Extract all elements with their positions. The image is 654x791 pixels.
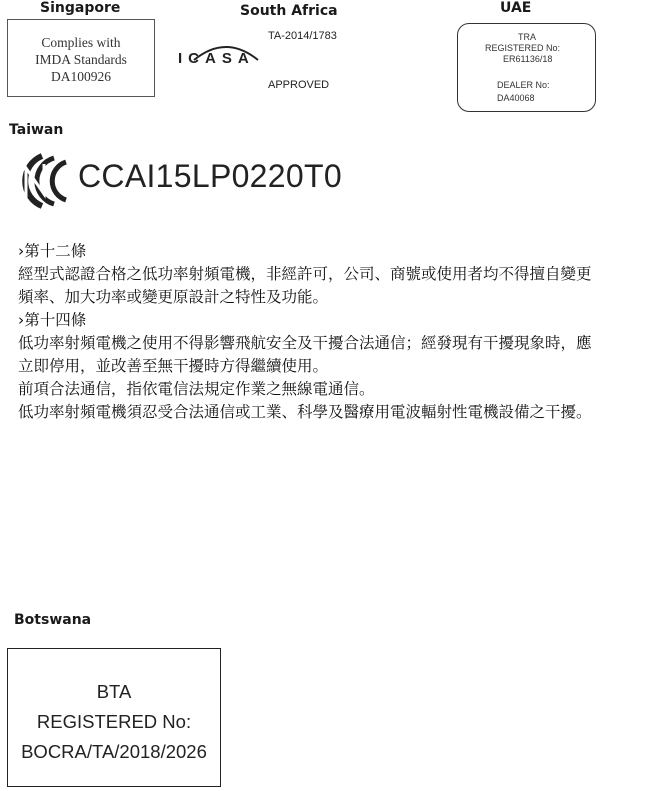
taiwan-line-5: 低功率射頻電機之使用不得影響飛航安全及干擾合法通信；經發現有干擾現象時，應	[18, 334, 592, 352]
botswana-line-3: BOCRA/TA/2018/2026	[21, 741, 207, 762]
uae-line-3: ER61136/18	[503, 54, 553, 64]
taiwan-ncc-code: CCAI15LP0220T0	[78, 158, 342, 194]
taiwan-line-7: 前項合法通信，指依電信法規定作業之無線電通信。	[18, 380, 375, 398]
uae-line-1: TRA	[518, 32, 536, 42]
south-africa-status: APPROVED	[268, 79, 330, 91]
taiwan-heading: Taiwan	[9, 122, 64, 138]
botswana-line-1: BTA	[96, 681, 132, 702]
botswana-label-box	[7, 648, 221, 787]
south-africa-heading: South Africa	[240, 3, 338, 19]
singapore-line-1: Complies with	[41, 35, 121, 50]
botswana-line-2: REGISTERED No:	[36, 711, 192, 732]
taiwan-line-4: ›第十四條	[18, 311, 87, 329]
uae-line-4: DEALER No:	[497, 80, 550, 90]
singapore-heading: Singapore	[40, 0, 121, 16]
taiwan-line-1: ›第十二條	[18, 242, 87, 260]
singapore-label-box	[7, 19, 155, 97]
taiwan-line-8: 低功率射頻電機須忍受合法通信或工業、科學及醫療用電波輻射性電機設備之干擾。	[18, 403, 592, 421]
singapore-line-3: DA100926	[51, 69, 111, 84]
uae-line-5: DA40068	[497, 93, 535, 103]
south-africa-number: TA-2014/1783	[268, 30, 337, 42]
ncc-mark-icon	[14, 150, 84, 210]
botswana-heading: Botswana	[14, 612, 92, 628]
uae-line-2: REGISTERED No:	[485, 43, 561, 53]
taiwan-line-2: 經型式認證合格之低功率射頻電機，非經許可，公司、商號或使用者均不得擅自變更	[18, 265, 592, 283]
icasa-logo-text: ICASA	[178, 50, 255, 67]
taiwan-line-6: 立即停用，並改善至無干擾時方得繼續使用。	[18, 357, 329, 375]
taiwan-line-3: 頻率、加大功率或變更原設計之特性及功能。	[18, 288, 329, 306]
uae-label-box	[457, 23, 596, 112]
uae-heading: UAE	[500, 0, 532, 16]
singapore-line-2: IMDA Standards	[35, 52, 127, 67]
